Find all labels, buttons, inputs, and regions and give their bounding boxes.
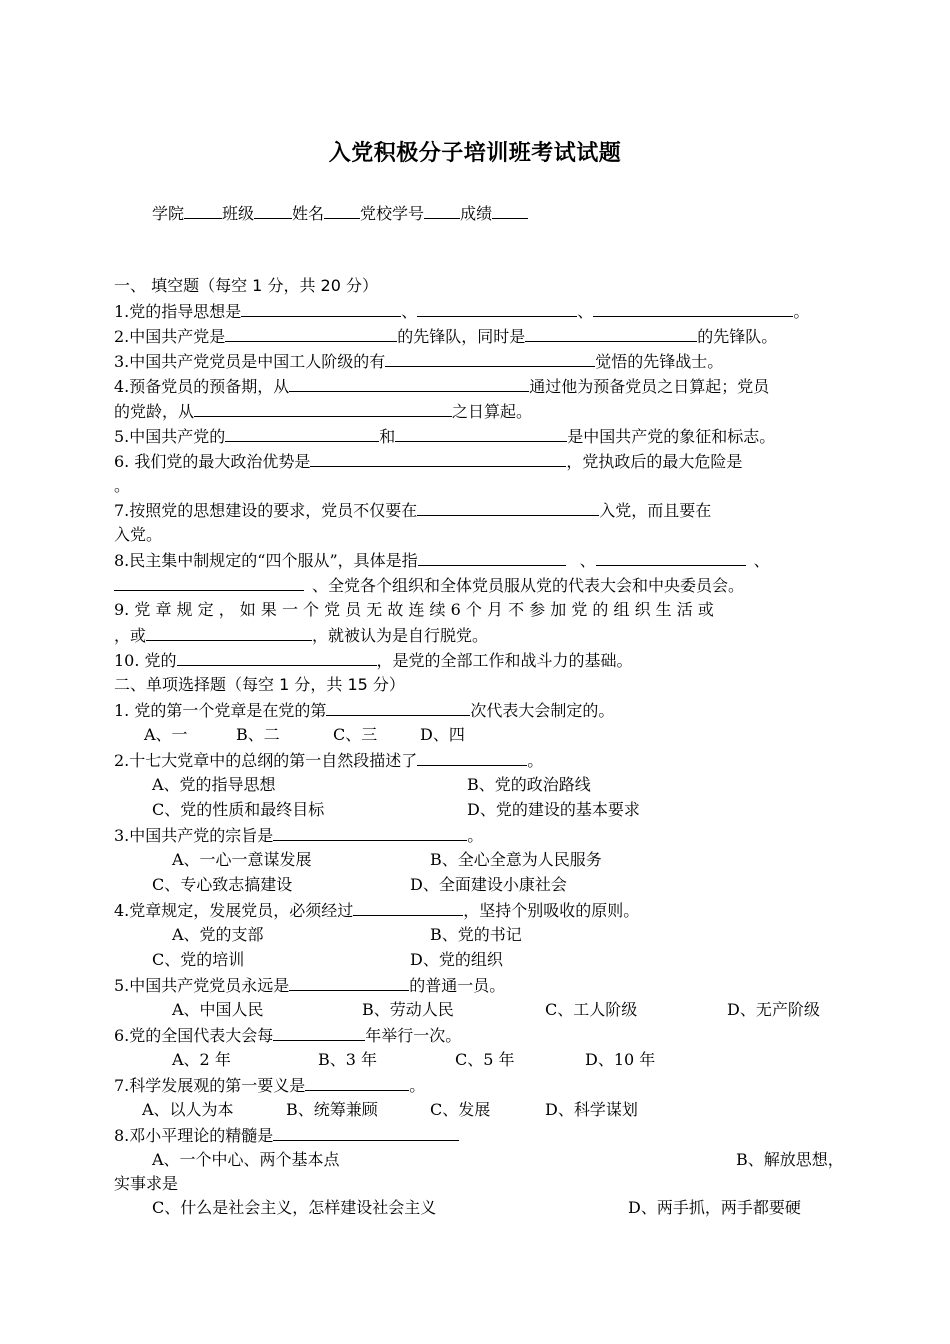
fill-question-6-line1 <box>114 451 742 472</box>
answer-blank[interactable] <box>305 1075 409 1091</box>
section1-heading: 一、 填空题（每空 1 分，共 20 分） <box>114 276 378 295</box>
choice-question-3 <box>114 825 483 846</box>
option-b[interactable]: B、党的书记 <box>430 925 522 944</box>
choice-question-8 <box>114 1125 459 1146</box>
option-c[interactable]: C、党的培训 <box>152 950 245 969</box>
question-text: 。 <box>467 826 484 845</box>
choice-question-6 <box>114 1025 461 1046</box>
option-c[interactable]: C、发展 <box>430 1100 491 1119</box>
question-text: 1. 党的第一个党章是在党的第 <box>114 701 327 720</box>
option-b-continued[interactable]: 实事求是 <box>114 1174 179 1193</box>
answer-blank[interactable] <box>289 376 529 392</box>
option-c[interactable]: C、工人阶级 <box>545 1000 638 1019</box>
fill-question-9-line2 <box>114 625 488 646</box>
option-b[interactable]: B、劳动人民 <box>362 1000 454 1019</box>
choice-question-4 <box>114 900 639 921</box>
section2-heading: 二、单项选择题（每空 1 分，共 15 分） <box>114 675 405 694</box>
class-label: 班级 <box>222 204 255 223</box>
option-b[interactable]: B、解放思想， <box>736 1150 844 1169</box>
option-a[interactable]: A、2 年 <box>172 1050 231 1069</box>
choice-question-5 <box>114 975 505 996</box>
option-a[interactable]: A、一 <box>144 725 188 744</box>
question-text: 的先锋队，同时是 <box>397 327 526 346</box>
fill-question-4-line1 <box>114 376 769 397</box>
question-text: 次代表大会制定的。 <box>470 701 615 720</box>
fill-question-7-line2 <box>114 525 162 545</box>
answer-blank[interactable] <box>385 351 595 367</box>
question-text: 10. 党的 <box>114 651 177 670</box>
option-b[interactable]: B、党的政治路线 <box>467 775 591 794</box>
fill-question-7-line1 <box>114 500 711 521</box>
option-d[interactable]: D、两手抓，两手都要硬 <box>628 1198 801 1217</box>
question-text: 6.党的全国代表大会每 <box>114 1026 274 1045</box>
fill-question-8-line1 <box>114 550 770 571</box>
answer-blank[interactable] <box>593 301 793 317</box>
answer-blank[interactable] <box>326 700 470 716</box>
option-d[interactable]: D、无产阶级 <box>727 1000 820 1019</box>
answer-blank[interactable] <box>273 1125 459 1141</box>
page-title: 入党积极分子培训班考试试题 <box>328 141 622 166</box>
separator: 、 <box>579 551 596 570</box>
college-label: 学院 <box>152 204 185 223</box>
question-text: 7.科学发展观的第一要义是 <box>114 1076 306 1095</box>
fill-question-10 <box>114 650 633 671</box>
answer-blank[interactable] <box>395 426 567 442</box>
question-text: 8.民主集中制规定的“四个服从”，具体是指 <box>114 551 418 570</box>
question-text: 2.十七大党章中的总纲的第一自然段描述了 <box>114 751 418 770</box>
answer-blank[interactable] <box>596 550 746 566</box>
student-id-blank[interactable] <box>424 203 460 219</box>
option-a[interactable]: A、中国人民 <box>172 1000 264 1019</box>
answer-blank[interactable] <box>417 301 577 317</box>
fill-question-8-line2 <box>114 575 744 596</box>
separator: 、 <box>753 551 770 570</box>
answer-blank[interactable] <box>194 401 452 417</box>
question-text: 5.中国共产党的 <box>114 427 226 446</box>
answer-blank[interactable] <box>273 825 467 841</box>
question-text: 通过他为预备党员之日算起；党员 <box>529 377 770 396</box>
option-c[interactable]: C、5 年 <box>455 1050 515 1069</box>
answer-blank[interactable] <box>417 750 527 766</box>
answer-blank[interactable] <box>525 326 697 342</box>
answer-blank[interactable] <box>418 550 566 566</box>
question-text: 年举行一次。 <box>365 1026 462 1045</box>
fill-question-4-line2 <box>114 401 532 422</box>
question-text: ，党执政后的最大危险是 <box>566 452 743 471</box>
question-text: 4.预备党员的预备期，从 <box>114 377 290 396</box>
option-d[interactable]: D、党的建设的基本要求 <box>467 800 640 819</box>
question-text: 入党，而且要在 <box>599 501 712 520</box>
question-text: 6. 我们党的最大政治优势是 <box>114 452 311 471</box>
question-text: 是中国共产党的象征和标志。 <box>567 427 776 446</box>
question-text: 2.中国共产党是 <box>114 327 226 346</box>
question-text: 的普通一员。 <box>409 976 506 995</box>
answer-blank[interactable] <box>417 500 599 516</box>
choice-question-2 <box>114 750 543 771</box>
question-text: 4.党章规定，发展党员，必须经过 <box>114 901 354 920</box>
option-a[interactable]: A、党的指导思想 <box>152 775 276 794</box>
fill-question-2 <box>114 326 777 347</box>
option-c[interactable]: C、什么是社会主义，怎样建设社会主义 <box>152 1198 437 1217</box>
answer-blank[interactable] <box>225 326 397 342</box>
question-text: ，坚持个别吸收的原则。 <box>463 901 640 920</box>
option-b[interactable]: B、3 年 <box>318 1050 378 1069</box>
choice-question-7 <box>114 1075 425 1096</box>
score-label: 成绩 <box>460 204 493 223</box>
question-text: 之日算起。 <box>452 402 533 421</box>
answer-blank[interactable] <box>225 426 379 442</box>
answer-blank[interactable] <box>241 301 401 317</box>
question-text: 5.中国共产党党员永远是 <box>114 976 290 995</box>
question-text: 觉悟的先锋战士。 <box>595 352 724 371</box>
name-blank[interactable] <box>324 203 360 219</box>
option-b[interactable]: B、全心全意为人民服务 <box>430 850 602 869</box>
answer-blank[interactable] <box>353 900 463 916</box>
question-text: 7.按照党的思想建设的要求，党员不仅要在 <box>114 501 418 520</box>
score-blank[interactable] <box>492 203 528 219</box>
question-text: 9. 党 章 规 定 ， 如 果 一 个 党 员 无 故 连 续 6 个 月 不 参 加 党 的 组 织 生 活 或 <box>114 600 714 619</box>
option-b[interactable]: B、二 <box>236 725 280 744</box>
fill-question-1 <box>114 301 809 322</box>
question-text: 。 <box>527 751 544 770</box>
separator: 、 <box>401 302 418 321</box>
question-text: ，就被认为是自行脱党。 <box>312 626 489 645</box>
choice-question-1 <box>114 700 614 721</box>
question-text: 和 <box>379 427 396 446</box>
option-a[interactable]: A、一心一意谋发展 <box>172 850 312 869</box>
name-label: 姓名 <box>292 204 325 223</box>
option-d[interactable]: D、科学谋划 <box>545 1100 638 1119</box>
option-a[interactable]: A、一个中心、两个基本点 <box>152 1150 340 1169</box>
answer-blank[interactable] <box>146 625 312 641</box>
option-d[interactable]: D、10 年 <box>585 1050 656 1069</box>
question-text: 8.邓小平理论的精髓是 <box>114 1126 274 1145</box>
question-text: ，是党的全部工作和战斗力的基础。 <box>376 651 633 670</box>
answer-blank[interactable] <box>114 575 304 591</box>
option-c[interactable]: C、三 <box>333 725 378 744</box>
option-b[interactable]: B、统筹兼顾 <box>286 1100 378 1119</box>
answer-blank[interactable] <box>273 1025 365 1041</box>
class-blank[interactable] <box>254 203 292 219</box>
college-blank[interactable] <box>184 203 222 219</box>
student-info-line <box>152 201 528 224</box>
separator: 、 <box>577 302 594 321</box>
question-text: 、全党各个组织和全体党员服从党的代表大会和中央委员会。 <box>312 576 745 595</box>
option-a[interactable]: A、党的支部 <box>172 925 264 944</box>
option-c[interactable]: C、党的性质和最终目标 <box>152 800 325 819</box>
option-a[interactable]: A、以人为本 <box>142 1100 234 1119</box>
answer-blank[interactable] <box>289 975 409 991</box>
fill-question-6-line2 <box>114 476 130 496</box>
question-text: 3.中国共产党的宗旨是 <box>114 826 274 845</box>
fill-question-3 <box>114 351 723 372</box>
option-d[interactable]: D、全面建设小康社会 <box>410 875 567 894</box>
question-text: 入党。 <box>114 525 163 544</box>
fill-question-5 <box>114 426 775 447</box>
question-text: 。 <box>409 1076 426 1095</box>
student-id-label: 党校学号 <box>360 204 425 223</box>
question-text: 的党龄，从 <box>114 402 195 421</box>
question-text: 。 <box>114 476 131 495</box>
option-d[interactable]: D、党的组织 <box>410 950 503 969</box>
fill-question-9-line1 <box>114 600 714 620</box>
option-c[interactable]: C、专心致志搞建设 <box>152 875 293 894</box>
question-text: 。 <box>793 302 810 321</box>
answer-blank[interactable] <box>177 650 377 666</box>
question-text: ，或 <box>114 626 147 645</box>
option-d[interactable]: D、四 <box>420 725 465 744</box>
question-text: 的先锋队。 <box>697 327 778 346</box>
question-text: 1.党的指导思想是 <box>114 302 242 321</box>
question-text: 3.中国共产党党员是中国工人阶级的有 <box>114 352 386 371</box>
answer-blank[interactable] <box>310 451 566 467</box>
